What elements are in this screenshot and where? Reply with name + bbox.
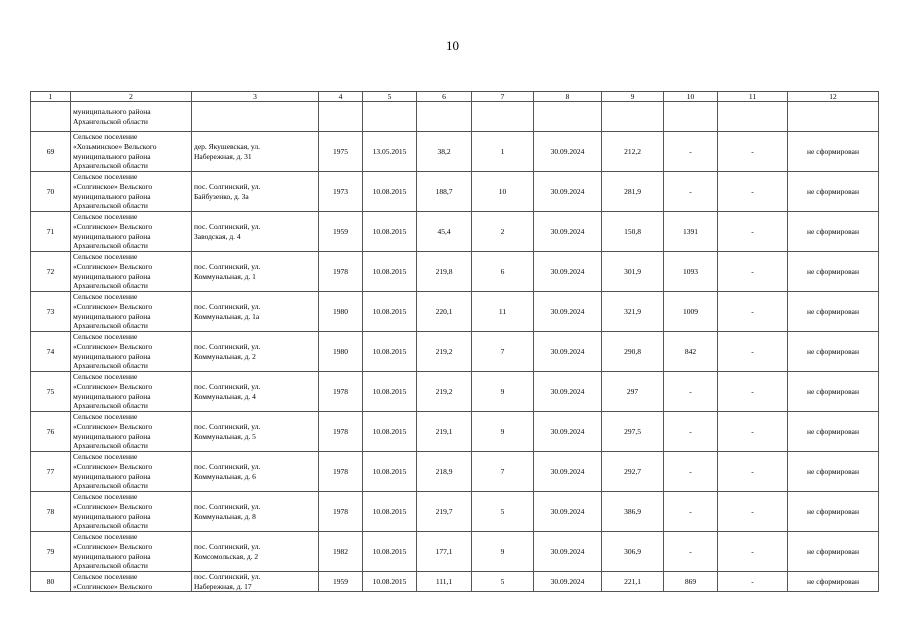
org-line: Архангельской области	[73, 116, 148, 126]
table-row	[31, 412, 879, 452]
address-cell	[192, 252, 319, 292]
date-cell: 10.08.2015	[363, 572, 417, 592]
value-10-cell: 842	[664, 332, 718, 372]
value-10-cell: -	[664, 412, 718, 452]
status-cell: не сформирован	[788, 572, 879, 592]
status-cell: не сформирован	[788, 452, 879, 492]
org-line: муниципального района	[73, 191, 151, 201]
row-number-cell: 76	[31, 412, 71, 452]
address-line: Байбузенко, д. 3а	[194, 191, 249, 201]
org-line: Сельское поселение	[73, 132, 138, 142]
page-number: 10	[446, 38, 459, 53]
row-number-cell: 73	[31, 292, 71, 332]
area-cell: 218,9	[417, 452, 472, 492]
municipality-cell	[71, 132, 192, 172]
value-11-cell: -	[718, 212, 788, 252]
org-line: Архангельской области	[73, 441, 148, 451]
address-line: Коммунальная, д. 2	[194, 351, 256, 361]
value-9-cell: 221,1	[602, 572, 664, 592]
address-line: Коммунальная, д. 1а	[194, 311, 260, 321]
address-line: Заводская, д. 4	[194, 231, 241, 241]
value-10-cell: -	[664, 132, 718, 172]
value-10-cell: -	[664, 452, 718, 492]
address-line: пос. Солгинский, ул.	[194, 341, 261, 351]
value-10-cell: 1093	[664, 252, 718, 292]
table-row	[31, 212, 879, 252]
deadline-cell: 30.09.2024	[534, 172, 602, 212]
org-line: муниципального района	[73, 511, 151, 521]
area-cell: 188,7	[417, 172, 472, 212]
municipality-cell	[71, 452, 192, 492]
residents-count-cell: 7	[472, 452, 534, 492]
row-number-cell: 75	[31, 372, 71, 412]
value-11-cell: -	[718, 412, 788, 452]
status-cell: не сформирован	[788, 172, 879, 212]
value-10-cell: -	[664, 372, 718, 412]
residents-count-cell: 6	[472, 252, 534, 292]
address-line: Коммунальная, д. 8	[194, 511, 256, 521]
year-built-cell: 1978	[319, 452, 363, 492]
org-line: муниципального района	[73, 551, 151, 561]
address-line: Коммунальная, д. 5	[194, 431, 256, 441]
value-9-cell: 292,7	[602, 452, 664, 492]
org-line: Архангельской области	[73, 241, 148, 251]
address-line: пос. Солгинский, ул.	[194, 501, 261, 511]
col-header-8: 8	[534, 92, 602, 102]
org-line: Сельское поселение	[73, 292, 138, 302]
address-line: пос. Солгинский, ул.	[194, 301, 261, 311]
value-9-cell: 321,9	[602, 292, 664, 332]
deadline-cell: 30.09.2024	[534, 532, 602, 572]
year-built-cell: 1975	[319, 132, 363, 172]
org-line: Архангельской области	[73, 361, 148, 371]
org-line: Архангельской области	[73, 401, 148, 411]
org-line: муниципального района	[73, 311, 151, 321]
deadline-cell: 30.09.2024	[534, 252, 602, 292]
col-header-3: 3	[192, 92, 319, 102]
org-line: Архангельской области	[73, 521, 148, 531]
municipality-cell	[71, 372, 192, 412]
value-11-cell: -	[718, 452, 788, 492]
org-line: муниципального района	[73, 351, 151, 361]
org-line: «Солгинское» Вельского	[73, 581, 153, 591]
year-built-cell: 1959	[319, 572, 363, 592]
org-line: Архангельской области	[73, 561, 148, 571]
address-line: Набережная, д. 31	[194, 151, 252, 161]
address-line: пос. Солгинский, ул.	[194, 261, 261, 271]
date-cell: 10.08.2015	[363, 532, 417, 572]
table-row	[31, 452, 879, 492]
address-line: Коммунальная, д. 1	[194, 271, 256, 281]
status-cell: не сформирован	[788, 412, 879, 452]
org-line: Архангельской области	[73, 481, 148, 491]
address-line: пос. Солгинский, ул.	[194, 541, 261, 551]
address-cell	[192, 212, 319, 252]
org-line: Сельское поселение	[73, 452, 138, 462]
year-built-cell: 1978	[319, 372, 363, 412]
row-number-cell: 71	[31, 212, 71, 252]
value-11-cell: -	[718, 252, 788, 292]
value-10-cell: -	[664, 172, 718, 212]
col-header-2: 2	[71, 92, 192, 102]
value-10-cell: 1391	[664, 212, 718, 252]
value-9-cell: 281,9	[602, 172, 664, 212]
org-line: Сельское поселение	[73, 172, 138, 182]
org-line: «Солгинское» Вельского	[73, 341, 153, 351]
address-cell	[192, 372, 319, 412]
org-line: «Хозьминское» Вельского	[73, 141, 157, 151]
residents-count-cell: 11	[472, 292, 534, 332]
table-row	[31, 532, 879, 572]
org-line: Сельское поселение	[73, 372, 138, 382]
area-cell: 219,2	[417, 372, 472, 412]
row-number-cell: 74	[31, 332, 71, 372]
area-cell: 111,1	[417, 572, 472, 592]
value-10-cell: 869	[664, 572, 718, 592]
org-line: муниципального района	[73, 106, 151, 116]
value-11-cell: -	[718, 332, 788, 372]
col-header-11: 11	[718, 92, 788, 102]
col-header-4: 4	[319, 92, 363, 102]
value-9-cell: 297	[602, 372, 664, 412]
value-9-cell: 386,9	[602, 492, 664, 532]
org-line: «Солгинское» Вельского	[73, 221, 153, 231]
residents-count-cell: 7	[472, 332, 534, 372]
org-line: Архангельской области	[73, 161, 148, 171]
address-line: Коммунальная, д. 6	[194, 471, 256, 481]
org-line: муниципального района	[73, 391, 151, 401]
deadline-cell: 30.09.2024	[534, 412, 602, 452]
address-line: Набережная, д. 17	[194, 581, 252, 591]
table-row	[31, 132, 879, 172]
date-cell: 10.08.2015	[363, 372, 417, 412]
status-cell: не сформирован	[788, 332, 879, 372]
org-line: «Солгинское» Вельского	[73, 301, 153, 311]
deadline-cell: 30.09.2024	[534, 452, 602, 492]
table-row	[31, 252, 879, 292]
year-built-cell: 1959	[319, 212, 363, 252]
residents-count-cell: 10	[472, 172, 534, 212]
residents-count-cell: 9	[472, 372, 534, 412]
address-cell	[192, 332, 319, 372]
row-number-cell: 77	[31, 452, 71, 492]
residents-count-cell: 5	[472, 572, 534, 592]
deadline-cell: 30.09.2024	[534, 212, 602, 252]
status-cell: не сформирован	[788, 532, 879, 572]
deadline-cell: 30.09.2024	[534, 372, 602, 412]
row-number-cell: 69	[31, 132, 71, 172]
table-row	[31, 292, 879, 332]
residents-count-cell: 2	[472, 212, 534, 252]
date-cell: 13.05.2015	[363, 132, 417, 172]
row-number-cell: 70	[31, 172, 71, 212]
residents-count-cell: 5	[472, 492, 534, 532]
col-header-6: 6	[417, 92, 472, 102]
deadline-cell: 30.09.2024	[534, 132, 602, 172]
value-11-cell: -	[718, 132, 788, 172]
org-line: Сельское поселение	[73, 412, 138, 422]
value-11-cell: -	[718, 532, 788, 572]
row-number-cell: 80	[31, 572, 71, 592]
year-built-cell: 1978	[319, 492, 363, 532]
value-10-cell: -	[664, 532, 718, 572]
org-line: «Солгинское» Вельского	[73, 381, 153, 391]
org-line: Сельское поселение	[73, 212, 138, 222]
value-9-cell: 212,2	[602, 132, 664, 172]
status-cell: не сформирован	[788, 492, 879, 532]
address-line: пос. Солгинский, ул.	[194, 572, 261, 581]
address-cell	[192, 572, 319, 592]
value-9-cell: 301,9	[602, 252, 664, 292]
row-number-cell: 79	[31, 532, 71, 572]
municipality-cell	[71, 492, 192, 532]
org-line: Сельское поселение	[73, 532, 138, 542]
address-cell	[192, 292, 319, 332]
year-built-cell: 1980	[319, 292, 363, 332]
year-built-cell: 1980	[319, 332, 363, 372]
status-cell: не сформирован	[788, 292, 879, 332]
org-line: «Солгинское» Вельского	[73, 541, 153, 551]
org-line: «Солгинское» Вельского	[73, 501, 153, 511]
municipality-cell	[71, 572, 192, 592]
table-row	[31, 332, 879, 372]
value-11-cell: -	[718, 372, 788, 412]
address-line: пос. Солгинский, ул.	[194, 381, 261, 391]
area-cell: 45,4	[417, 212, 472, 252]
value-9-cell: 290,8	[602, 332, 664, 372]
status-cell: не сформирован	[788, 132, 879, 172]
address-line: пос. Солгинский, ул.	[194, 421, 261, 431]
date-cell: 10.08.2015	[363, 452, 417, 492]
address-cell	[192, 452, 319, 492]
col-header-10: 10	[664, 92, 718, 102]
status-cell: не сформирован	[788, 372, 879, 412]
municipality-cell	[71, 252, 192, 292]
address-cell	[192, 492, 319, 532]
value-9-cell: 150,8	[602, 212, 664, 252]
org-line: муниципального района	[73, 471, 151, 481]
org-line: Сельское поселение	[73, 492, 138, 502]
address-line: пос. Солгинский, ул.	[194, 221, 261, 231]
status-cell: не сформирован	[788, 252, 879, 292]
municipality-cell	[71, 292, 192, 332]
address-line: пос. Солгинский, ул.	[194, 461, 261, 471]
address-line: пос. Солгинский, ул.	[194, 181, 261, 191]
table-row	[31, 572, 879, 592]
area-cell: 219,2	[417, 332, 472, 372]
address-cell	[192, 532, 319, 572]
area-cell: 38,2	[417, 132, 472, 172]
year-built-cell: 1978	[319, 252, 363, 292]
table-row	[31, 172, 879, 212]
deadline-cell: 30.09.2024	[534, 492, 602, 532]
value-9-cell: 306,9	[602, 532, 664, 572]
column-number-header	[31, 92, 879, 102]
col-header-12: 12	[788, 92, 879, 102]
municipality-cell	[71, 172, 192, 212]
residents-count-cell: 9	[472, 412, 534, 452]
area-cell: 220,1	[417, 292, 472, 332]
org-line: Архангельской области	[73, 321, 148, 331]
org-line: «Солгинское» Вельского	[73, 421, 153, 431]
address-line: Комсомольская, д. 2	[194, 551, 259, 561]
residents-count-cell: 1	[472, 132, 534, 172]
address-cell	[192, 412, 319, 452]
address-cell	[192, 132, 319, 172]
value-11-cell: -	[718, 572, 788, 592]
date-cell: 10.08.2015	[363, 412, 417, 452]
org-line: муниципального района	[73, 231, 151, 241]
org-line: Сельское поселение	[73, 572, 138, 581]
value-9-cell: 297,5	[602, 412, 664, 452]
col-header-5: 5	[363, 92, 417, 102]
address-cell	[192, 172, 319, 212]
value-11-cell: -	[718, 292, 788, 332]
date-cell: 10.08.2015	[363, 172, 417, 212]
org-line: «Солгинское» Вельского	[73, 261, 153, 271]
row-number-cell: 72	[31, 252, 71, 292]
org-line: Архангельской области	[73, 281, 148, 291]
col-header-9: 9	[602, 92, 664, 102]
col-header-1: 1	[31, 92, 71, 102]
address-line: Коммунальная, д. 4	[194, 391, 256, 401]
area-cell: 177,1	[417, 532, 472, 572]
area-cell: 219,8	[417, 252, 472, 292]
org-line: «Солгинское» Вельского	[73, 461, 153, 471]
value-10-cell: -	[664, 492, 718, 532]
housing-registry-table	[30, 91, 879, 592]
address-line: дер. Якушевская, ул.	[194, 141, 260, 151]
continuation-org-cell	[71, 102, 192, 132]
org-line: «Солгинское» Вельского	[73, 181, 153, 191]
area-cell: 219,1	[417, 412, 472, 452]
municipality-cell	[71, 532, 192, 572]
org-line: Сельское поселение	[73, 252, 138, 262]
deadline-cell: 30.09.2024	[534, 572, 602, 592]
date-cell: 10.08.2015	[363, 212, 417, 252]
municipality-cell	[71, 332, 192, 372]
continuation-row	[31, 102, 879, 132]
status-cell: не сформирован	[788, 212, 879, 252]
deadline-cell: 30.09.2024	[534, 292, 602, 332]
deadline-cell: 30.09.2024	[534, 332, 602, 372]
date-cell: 10.08.2015	[363, 492, 417, 532]
residents-count-cell: 9	[472, 532, 534, 572]
table-row	[31, 372, 879, 412]
org-line: муниципального района	[73, 431, 151, 441]
date-cell: 10.08.2015	[363, 332, 417, 372]
municipality-cell	[71, 412, 192, 452]
municipality-cell	[71, 212, 192, 252]
org-line: муниципального района	[73, 151, 151, 161]
row-number-cell: 78	[31, 492, 71, 532]
year-built-cell: 1982	[319, 532, 363, 572]
org-line: Архангельской области	[73, 201, 148, 211]
value-11-cell: -	[718, 492, 788, 532]
year-built-cell: 1973	[319, 172, 363, 212]
org-line: Сельское поселение	[73, 332, 138, 342]
value-11-cell: -	[718, 172, 788, 212]
org-line: муниципального района	[73, 271, 151, 281]
date-cell: 10.08.2015	[363, 292, 417, 332]
col-header-7: 7	[472, 92, 534, 102]
year-built-cell: 1978	[319, 412, 363, 452]
area-cell: 219,7	[417, 492, 472, 532]
date-cell: 10.08.2015	[363, 252, 417, 292]
table-row	[31, 492, 879, 532]
value-10-cell: 1009	[664, 292, 718, 332]
